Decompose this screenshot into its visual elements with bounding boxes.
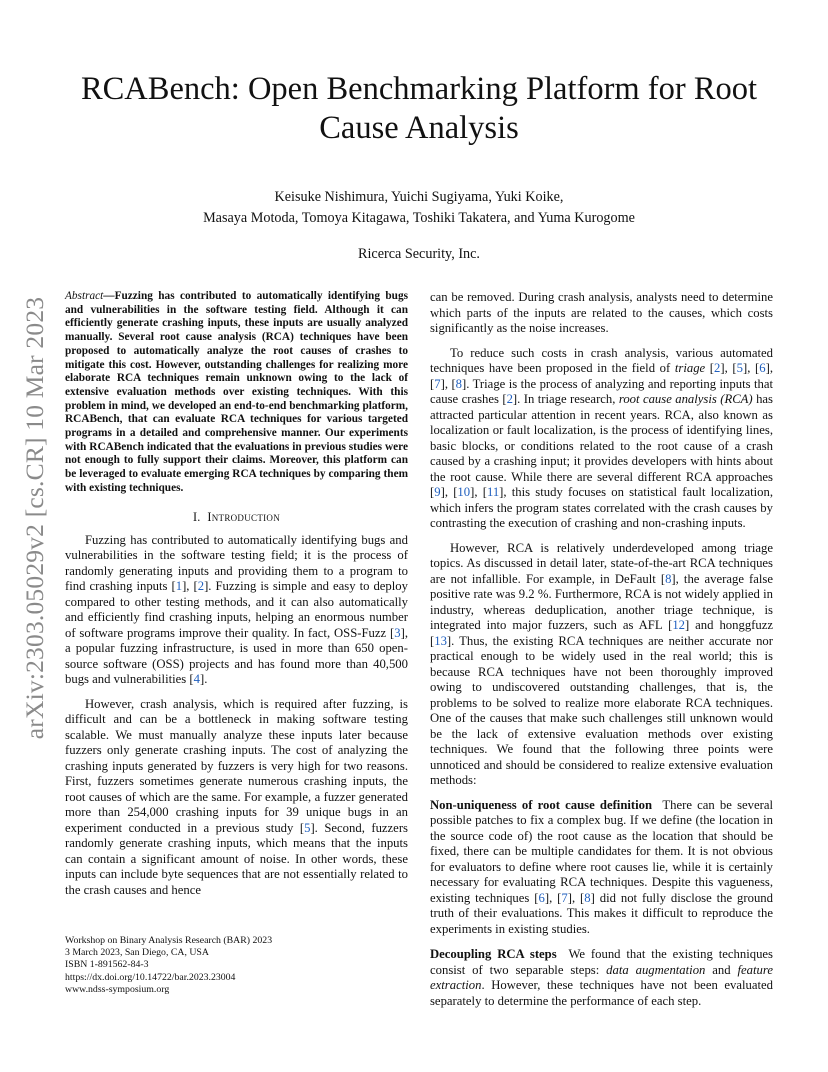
text-run: , <box>444 376 452 391</box>
citation-link[interactable]: [ 6 ] <box>534 891 549 905</box>
abstract-label: Abstract <box>65 290 104 302</box>
text-run: , <box>769 361 773 375</box>
text-run: . Triage is the process of analyzing and reporting inputs that cause crashes <box>430 376 774 406</box>
citation-link[interactable]: [ 7 ] <box>430 377 445 391</box>
emphasis-term: root cause analysis (RCA) <box>618 392 753 406</box>
abstract <box>65 290 408 496</box>
text-run: . Second, fuzzers randomly generate crashing inputs, which means that the inputs can contain a significant amount of noise. In other words, these inputs can include byte sequences that are not essentially related to the crash causes and hence <box>65 820 408 897</box>
text-run: , <box>444 485 454 499</box>
citation-link[interactable]: [ 5 ] <box>300 821 315 835</box>
text-run: and honggfuzz <box>689 618 773 632</box>
text-run: We found that the existing techniques consist of two separable steps: <box>430 947 773 977</box>
citation-link[interactable]: [ 12 ] <box>668 618 689 632</box>
author-line-1: Keisuke Nishimura, Yuichi Sugiyama, Yuki Koike, <box>274 189 564 205</box>
footer-venue: Workshop on Binary Analysis Research (BAR) 2023 <box>65 935 273 946</box>
intro-paragraph-2 <box>65 697 408 899</box>
text-run: did not fully disclose the ground truth of their evaluations. This makes it difficult to reproduce the experiments in existing studies. <box>430 890 773 936</box>
text-run: has attracted particular attention in recent years. RCA, also known as localization or fault localization, is the process of identifying lines, basic blocks, or conditions related to the root cause of a crash caused by a crashing input; it provides developers with hints about the root cause. While there are several different RCA approaches <box>430 392 773 484</box>
non-uniqueness-paragraph <box>430 798 773 938</box>
footer-website-link[interactable]: www.ndss-symposium.org <box>65 983 170 995</box>
citation-link[interactable]: [ 3 ] <box>390 626 405 640</box>
text-run: . Thus, the existing RCA techniques are neither accurate nor practical enough to be widely used in the real world; this is because RCA techniques have not been thoroughly improved owing to undiscovered outstanding challenges, that is, the problems to be solved to realize more elaborate RCA techniques. One of the causes that make such challenges still unknown would be the lack of extensive evaluation methods over existing techniques. We found that the following three points were unnoticed and should be considered to realize extensive evaluation methods: <box>430 633 773 787</box>
workshop-footer <box>65 935 408 996</box>
footer-date: 3 March 2023, San Diego, CA, USA <box>65 947 209 959</box>
citation-link[interactable]: [ 11 ] <box>483 485 504 499</box>
arxiv-identifier-text: arXiv:2303.05029v2 [cs.CR] 10 Mar 2023 <box>20 296 50 739</box>
text-run: , <box>571 890 581 905</box>
citation-link[interactable]: [ 5 ] <box>732 361 747 375</box>
text-run: . <box>204 672 208 687</box>
text-run: There can be several possible patches to fix a complex bug. If we define (the location in the source code of) the root cause as the location that should be fixed, there can be multiple candidates for them. It is not obvious for evaluators to define where root causes lie, while it is certainly necessary for evaluating RCA techniques. Despite this vagueness, existing techniques <box>430 797 773 905</box>
left-column <box>65 290 408 907</box>
section-heading-introduction <box>65 510 408 525</box>
paragraph-heading: Non-uniqueness of root cause definition <box>430 797 653 812</box>
citation-link[interactable]: [ 8 ] <box>580 891 595 905</box>
intro-paragraph-2-continued: can be removed. During crash analysis, analysts need to determine which parts of the inputs are related to the causes, which costs significantly as the noise increases. <box>430 290 773 335</box>
citation-link[interactable]: [ 9 ] <box>430 485 445 499</box>
emphasis-term: triage <box>674 361 706 375</box>
text-run: However, RCA is relatively underdeveloped among triage topics. As discussed in detail later, state-of-the-art RCA techniques are not infallible. For example, in DeFault <box>430 540 773 586</box>
text-run: , <box>186 579 194 594</box>
intro-paragraph-1 <box>65 533 408 688</box>
text-run: and <box>705 962 738 977</box>
text-run: , <box>474 485 483 499</box>
text-run: . However, these techniques have not been evaluated separately to determine the performance of each step. <box>430 978 773 1008</box>
author-line-2: Masaya Motoda, Tomoya Kitagawa, Toshiki Takatera, and Yuma Kurogome <box>203 210 635 226</box>
text-run: , this study focuses on statistical fault localization, which infers the program states correlated with the crash causes by contrasting the execution of crashing and non-crashing inputs. <box>430 485 774 530</box>
citation-link[interactable]: [ 2 ] <box>193 579 208 593</box>
footer-isbn: ISBN 1-891562-84-3 <box>65 959 149 971</box>
emphasis-term: feature extraction <box>430 962 773 992</box>
footer-doi-link[interactable]: https://dx.doi.org/10.14722/bar.2023.23004 <box>65 971 236 983</box>
text-run: . Fuzzing is simple and easy to deploy compared to other testing methods, and it can also automatically and efficiently find crashing inputs, helping an enormous number of software programs improve their quality. In fact, OSS-Fuzz <box>65 579 408 640</box>
citation-link[interactable]: [ 6 ] <box>755 361 770 375</box>
text-run: Fuzzing has contributed to automatically identifying bugs and vulnerabilities in the software testing field; it is the process of randomly generating inputs and providing them to a program to find crashing inputs <box>65 532 408 594</box>
section-title: Introduction <box>207 509 281 524</box>
right-column <box>430 290 773 1019</box>
section-numeral: I. <box>192 509 201 524</box>
citation-link[interactable]: [ 13 ] <box>430 634 451 648</box>
decoupling-paragraph <box>430 947 773 1009</box>
citation-link[interactable]: [ 8 ] <box>661 572 676 586</box>
abstract-text: Fuzzing has contributed to automatically identifying bugs and vulnerabilities in the software testing field. Although it can efficiently generate crashing inputs, these inputs are usually analyzed manually. Several root cause analysis (RCA) techniques have been proposed to automatically analyze the root causes of crashes to mitigate this cost. However, outstanding challenges for realizing more elaborate RCA techniques remain unknown owing to the lack of extensive evaluation methods over existing techniques. With this problem in mind, we developed an end-to-end benchmarking platform, RCABench, that can evaluate RCA techniques for various targeted programs in a detailed and comprehensive manner. Our experiments with RCABench indicated that the evaluations in previous studies were not enough to fully support their claims. Moreover, this platform can be leveraged to evaluate emerging RCA techniques by comparing them with existing techniques. <box>65 290 408 494</box>
emphasis-term: data augmentation <box>606 962 706 977</box>
paragraph-heading: Decoupling RCA steps <box>430 947 557 961</box>
citation-link[interactable]: [ 10 ] <box>453 485 474 499</box>
citation-link[interactable]: [ 4 ] <box>189 672 204 686</box>
affiliation: Ricerca Security, Inc. <box>358 246 480 262</box>
text-run: , <box>747 361 756 375</box>
citation-link[interactable]: [ 1 ] <box>171 579 186 593</box>
text-run: , <box>549 890 558 905</box>
text-run: To reduce such costs in crash analysis, various automated techniques have been proposed in the field of <box>430 345 773 375</box>
citation-link[interactable]: [ 2 ] <box>710 361 725 375</box>
intro-paragraph-3 <box>430 346 773 532</box>
author-list <box>40 187 798 229</box>
text-run: , a popular fuzzing infrastructure, is used in more than 650 open-source software (OSS) projects and has found more than 40,500 bugs and vulnerabilities <box>65 625 408 687</box>
arxiv-identifier-stamp <box>20 285 50 750</box>
abstract-dash: — <box>103 290 115 302</box>
text-run: , <box>724 361 733 375</box>
intro-paragraph-4 <box>430 541 773 789</box>
citation-link[interactable]: [ 7 ] <box>557 891 572 905</box>
text-run: . In triage research, <box>517 392 619 406</box>
paper-title: RCABench: Open Benchmarking Platform for Root Cause Analysis <box>80 71 758 146</box>
text-run: However, crash analysis, which is required after fuzzing, is difficult and can be a bottleneck in making software testing scalable. We must manually analyze these inputs later because fuzzers only generate crashing inputs. The cost of analyzing the crashing inputs generated by fuzzers is very high for two reasons. First, fuzzers sometimes generate numerous crashing inputs, the root causes of which are the same. For example, a fuzzer generated more than 254,000 crashing inputs for 39 unique bugs in an experiment conducted in a previous study <box>65 696 408 835</box>
citation-link[interactable]: [ 2 ] <box>502 392 517 406</box>
citation-link[interactable]: [ 8 ] <box>451 377 466 391</box>
text-run: , the average false positive rate was 9.2 %. Furthermore, RCA is not widely applied in industry, whereas deduplication, another triage technique, is integrated into major fuzzers, such as AFL <box>430 571 773 632</box>
